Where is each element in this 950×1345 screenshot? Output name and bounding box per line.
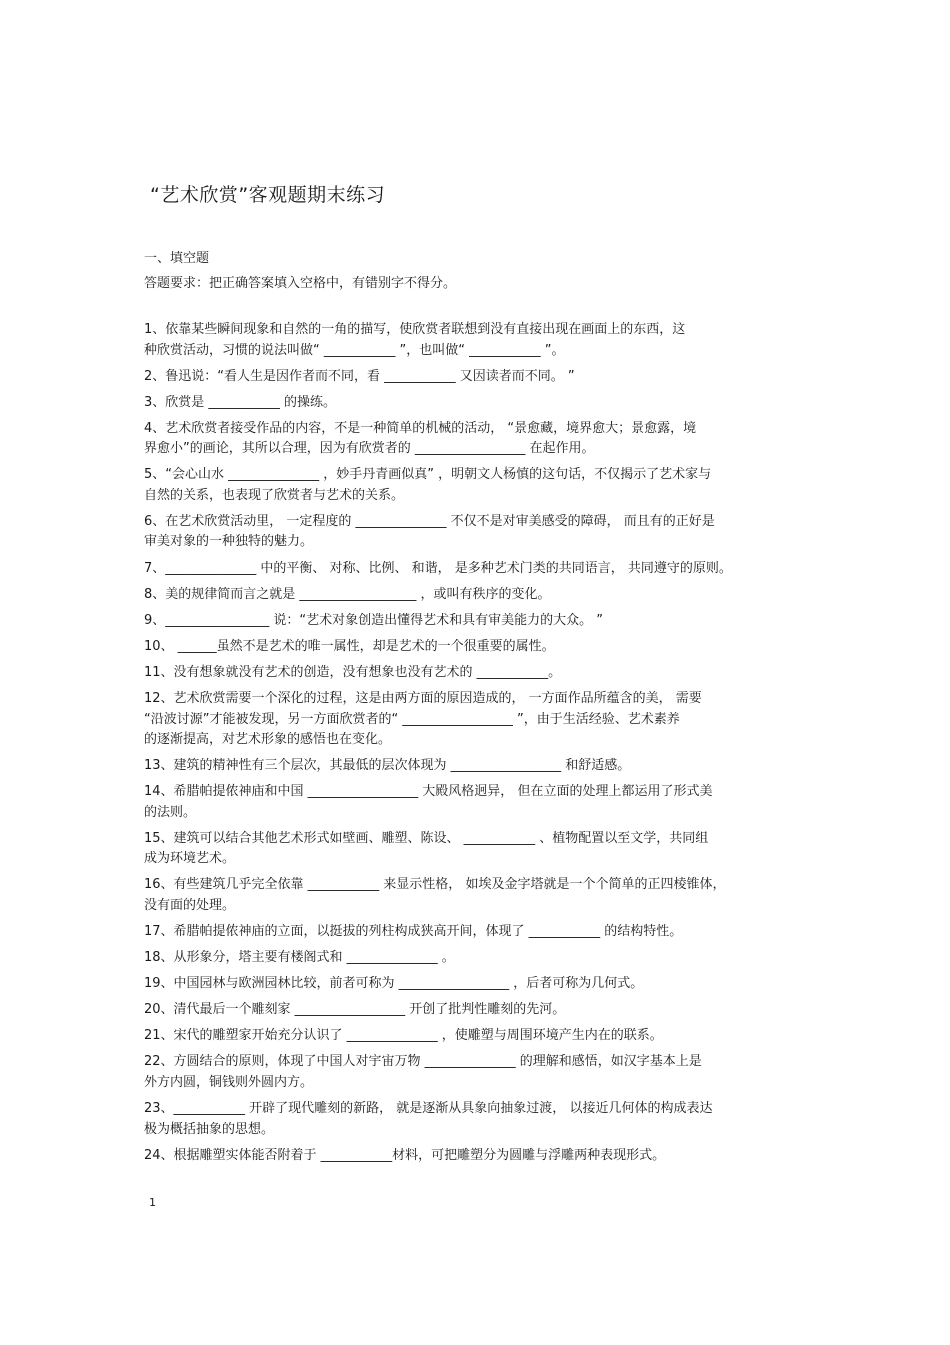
question-line: 界愈小”的画论，其所以合理，因为有欣赏者的 _________________ 在起作用。 [144, 441, 595, 457]
question-item [144, 875, 824, 916]
question-line: 7、______________ 中的平衡、 对称、比例、 和谐， 是多种艺术门类的共同语言， 共同遵守的原则。 [144, 560, 732, 576]
question-item [144, 367, 824, 388]
question-item [144, 1026, 824, 1047]
question-line: 21、宋代的雕塑家开始充分认识了 ______________ ，使雕塑与周围环境产生内在的联系。 [144, 1028, 663, 1044]
question-item [144, 922, 824, 943]
question-list [144, 320, 824, 1172]
question-line: 1、依靠某些瞬间现象和自然的一角的描写，使欣赏者联想到没有直接出现在画面上的东西，这 [144, 322, 686, 337]
question-item [144, 1000, 824, 1021]
question-line: 极为概括抽象的思想。 [144, 1121, 275, 1137]
question-line: 外方内圆，铜钱则外圆内方。 [144, 1074, 314, 1090]
question-line: 没有面的处理。 [144, 897, 236, 913]
question-line: 自然的关系，也表现了欣赏者与艺术的关系。 [144, 487, 405, 503]
question-line: 8、美的规律简而言之就是 __________________ ，或叫有秩序的变化。 [144, 586, 551, 602]
question-line: 12、艺术欣赏需要一个深化的过程，这是由两方面的原因造成的， 一方面作品所蕴含的美， 需要 [144, 691, 702, 707]
section-title: 一、填空题 [144, 251, 210, 266]
question-item [144, 782, 824, 823]
question-line: 14、希腊帕提侬神庙和中国 _________________ 大殿风格迥异， 但在立面的处理上都运用了形式美 [144, 784, 713, 800]
document-title: “艺术欣赏”客观题期末练习 [150, 184, 386, 206]
question-line: 24、根据雕塑实体能否附着于 ___________材料，可把雕塑分为圆雕与浮雕两种表现形式。 [144, 1147, 666, 1163]
question-line: 成为环境艺术。 [144, 851, 236, 867]
question-line: 10、 ______虽然不是艺术的唯一属性，却是艺术的一个很重要的属性。 [144, 638, 555, 654]
question-line: 13、建筑的精神性有三个层次，其最低的层次体现为 _________________ 和舒适感。 [144, 758, 631, 774]
question-line: 6、在艺术欣赏活动里， 一定程度的 ______________ 不仅不是对审美感受的障碍， 而且有的正好是 [144, 513, 715, 529]
question-line: “沿波讨源”才能被发现，另一方面欣赏者的“ _________________ ”，由于生活经验、艺术素养 [144, 711, 680, 727]
question-item [144, 320, 824, 361]
question-line: 种欣赏活动，习惯的说法叫做“ ___________ ”，也叫做“ ___________ ”。 [144, 342, 565, 358]
question-item [144, 663, 824, 684]
question-item [144, 393, 824, 414]
question-item [144, 756, 824, 777]
page-number: 1 [149, 1196, 156, 1209]
question-line: 17、希腊帕提侬神庙的立面，以挺拔的列柱构成狭高开间，体现了 ___________ 的结构特性。 [144, 924, 683, 939]
question-line: 16、有些建筑几乎完全依靠 ___________ 来显示性格， 如埃及金字塔就是一个个简单的正四棱锥体， [144, 877, 726, 893]
question-line: 4、艺术欣赏者接受作品的内容，不是一种简单的机械的活动， “景愈藏，境界愈大；景愈露，境 [144, 420, 697, 436]
question-item [144, 512, 824, 553]
question-line: 的逐渐提高，对艺术形象的感悟也在变化。 [144, 732, 392, 748]
question-line: 3、欣赏是 ___________ 的操练。 [144, 394, 337, 410]
question-item [144, 829, 824, 870]
question-item [144, 948, 824, 969]
question-item [144, 689, 824, 751]
question-item [144, 1146, 824, 1167]
question-item [144, 611, 824, 632]
question-item [144, 419, 824, 460]
question-line: 9、________________ 说：“艺术对象创造出懂得艺术和具有审美能力的大众。 ” [144, 612, 604, 628]
question-item [144, 974, 824, 995]
question-line: 18、从形象分，塔主要有楼阁式和 ______________ 。 [144, 950, 455, 966]
question-line: 20、清代最后一个雕刻家 _________________ 开创了批判性雕刻的先河。 [144, 1002, 566, 1018]
question-line: 19、中国园林与欧洲园林比较，前者可称为 _________________ ，后者可称为几何式。 [144, 976, 644, 992]
question-item [144, 559, 824, 580]
question-item [144, 1099, 824, 1140]
question-item [144, 1052, 824, 1093]
question-item [144, 585, 824, 606]
question-item [144, 465, 824, 506]
question-line: 11、没有想象就没有艺术的创造，没有想象也没有艺术的 ___________。 [144, 664, 562, 680]
question-line: 15、建筑可以结合其他艺术形式如壁画、雕塑、陈设、 ___________ 、植物配置以至文学，共同组 [144, 830, 709, 846]
question-line: 22、方圆结合的原则，体现了中国人对宇宙万物 ______________ 的理解和感悟，如汉字基本上是 [144, 1054, 702, 1070]
question-line: 2、鲁迅说：“看人生是因作者而不同，看 ___________ 又因读者而不同。 ” [144, 368, 575, 384]
question-line: 的法则。 [144, 804, 197, 820]
question-item [144, 637, 824, 658]
question-line: 23、___________ 开辟了现代雕刻的新路， 就是逐渐从具象向抽象过渡， 以接近几何体的构成表达 [144, 1101, 713, 1117]
question-line: 5、“会心山水 ______________ ，妙手丹青画似真” ，明朝文人杨慎的这句话，不仅揭示了艺术家与 [144, 467, 712, 483]
answer-instructions: 答题要求：把正确答案填入空格中，有错别字不得分。 [144, 276, 457, 291]
question-line: 审美对象的一种独特的魅力。 [144, 534, 314, 550]
